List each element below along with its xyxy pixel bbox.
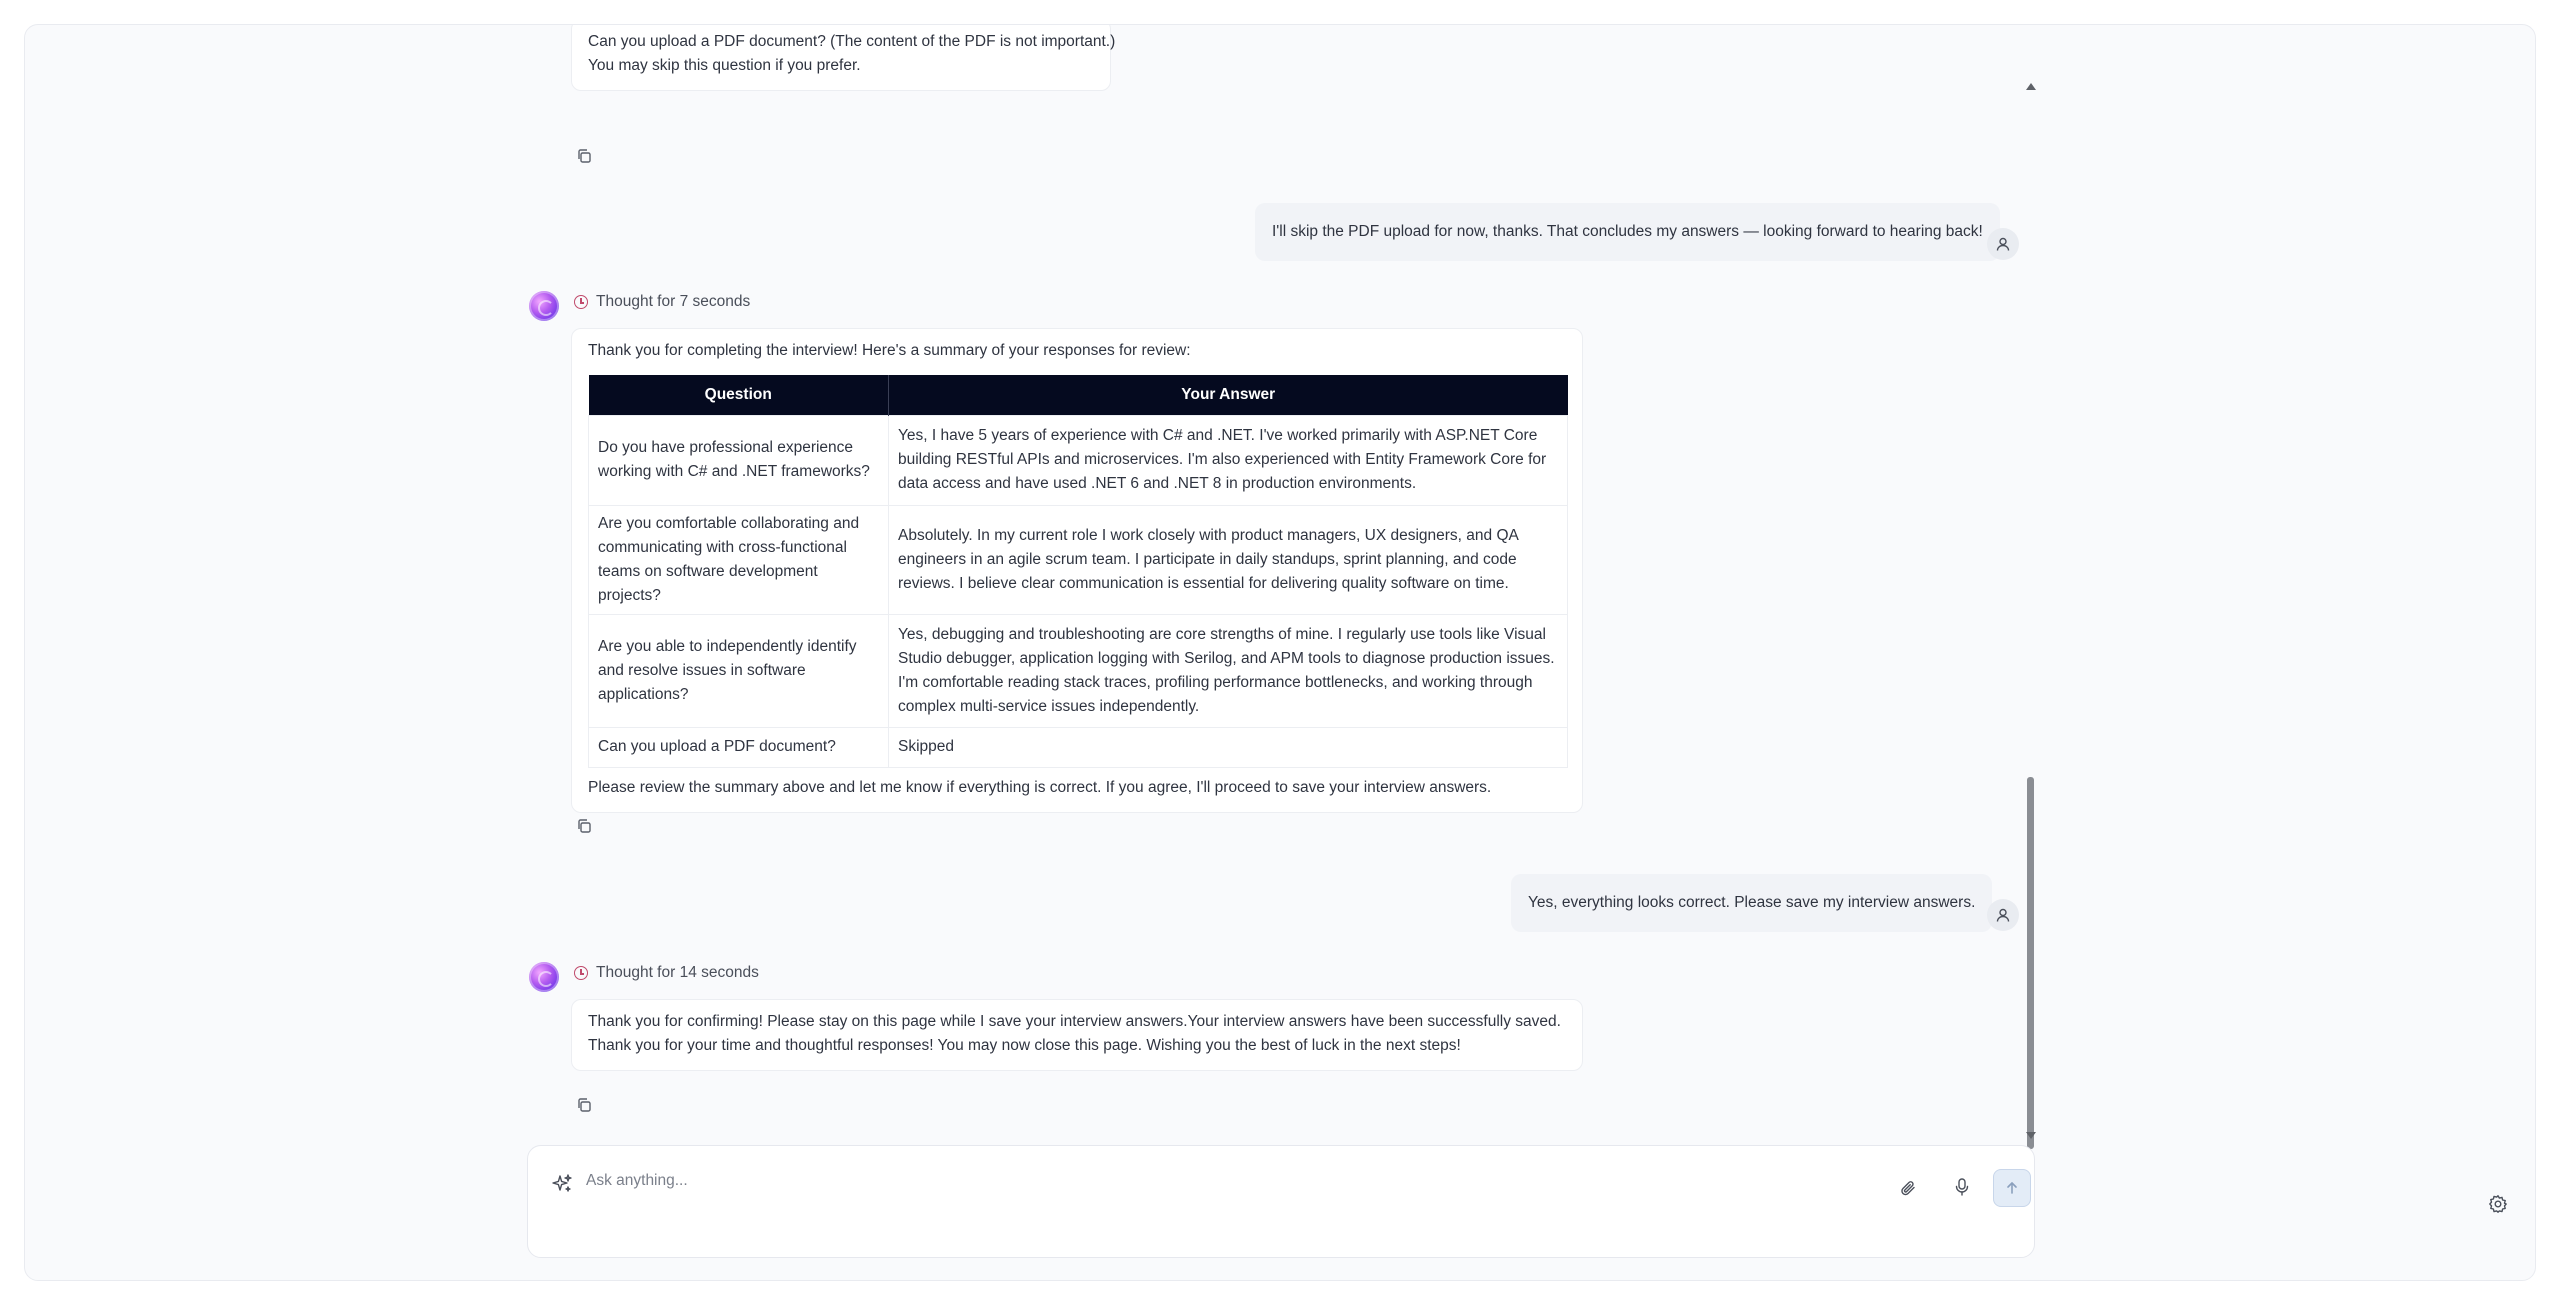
assistant-message-line: You may skip this question if you prefer. (588, 57, 861, 74)
sparkles-button[interactable] (550, 1172, 574, 1196)
table-row (589, 415, 1568, 505)
table-header-answer: Your Answer (889, 375, 1568, 415)
arrow-up-icon (2004, 1180, 2020, 1196)
question-cell: Can you upload a PDF document? (589, 727, 889, 767)
table-row (589, 614, 1568, 727)
assistant-message (571, 999, 1583, 1071)
user-message (1511, 874, 1992, 932)
question-cell: Are you comfortable collaborating and communicating with cross-functional teams on software development projects? (589, 505, 889, 614)
thought-duration: Thought for 7 seconds (596, 293, 751, 310)
clock-icon (574, 295, 588, 309)
user-message-text: Yes, everything looks correct. Please save my interview answers. (1528, 894, 1976, 911)
message-composer (527, 1145, 2035, 1258)
table-row (589, 727, 1568, 767)
app-frame (24, 24, 2536, 1281)
scroll-up-arrow[interactable] (2026, 83, 2036, 90)
sparkles-icon (551, 1173, 573, 1195)
summary-intro: Thank you for completing the interview! Here's a summary of your responses for review: (588, 342, 1191, 359)
assistant-avatar (529, 291, 559, 321)
clock-icon (574, 966, 588, 980)
settings-button[interactable] (2485, 1191, 2511, 1217)
chat-scroll-area[interactable] (25, 25, 2536, 1145)
question-cell: Are you able to independently identify and resolve issues in software applications? (589, 614, 889, 727)
assistant-message-line: Can you upload a PDF document? (The content of the PDF is not important.) (588, 33, 1116, 50)
attach-button[interactable] (1896, 1176, 1920, 1200)
summary-table (588, 375, 1568, 768)
scroll-down-arrow[interactable] (2026, 1132, 2036, 1139)
scrollbar-thumb[interactable] (2027, 777, 2034, 1149)
table-row (589, 505, 1568, 614)
send-button[interactable] (1993, 1169, 2031, 1207)
gear-icon (2488, 1194, 2508, 1214)
copy-icon (576, 818, 592, 834)
summary-outro: Please review the summary above and let me know if everything is correct. If you agree, I'll proceed to save your interview answers. (588, 778, 1492, 796)
user-icon (1995, 907, 2011, 923)
chat-input[interactable] (586, 1166, 1786, 1196)
user-avatar (1987, 899, 2019, 931)
user-message-text: I'll skip the PDF upload for now, thanks. That concludes my answers — looking forward to hearing back! (1272, 223, 1983, 240)
user-message (1255, 203, 2000, 261)
question-cell: Do you have professional experience working with C# and .NET frameworks? (589, 415, 889, 505)
copy-icon (576, 148, 592, 164)
user-icon (1995, 236, 2011, 252)
thought-indicator[interactable] (574, 964, 759, 982)
thought-duration: Thought for 14 seconds (596, 964, 759, 981)
copy-button[interactable] (574, 146, 594, 166)
assistant-message-line: Thank you for confirming! Please stay on this page while I save your interview answers.Your interview answers have been successfully saved. (588, 1013, 1561, 1030)
user-avatar (1987, 228, 2019, 260)
answer-cell: Absolutely. In my current role I work closely with product managers, UX designers, and QA engineers in an agile scrum team. I participate in daily standups, sprint planning, and code reviews. I believe clear communication is essential for delivering quality software on time. (889, 505, 1568, 614)
thought-indicator[interactable] (574, 293, 750, 311)
answer-cell: Yes, debugging and troubleshooting are core strengths of mine. I regularly use tools like Visual Studio debugger, application logging with Serilog, and APM tools to diagnose production issues. I'm comfortable reading stack traces, profiling performance bottlenecks, and working through complex multi-service issues independently. (889, 614, 1568, 727)
answer-cell: Skipped (889, 727, 1568, 767)
microphone-icon (1953, 1177, 1971, 1197)
assistant-message-line: Thank you for your time and thoughtful responses! You may now close this page. Wishing you the best of luck in the next steps! (588, 1037, 1461, 1054)
microphone-button[interactable] (1950, 1174, 1974, 1200)
assistant-message-previous (571, 24, 1116, 91)
copy-button[interactable] (574, 816, 594, 836)
table-header-question: Question (589, 375, 889, 415)
answer-cell: Yes, I have 5 years of experience with C# and .NET. I've worked primarily with ASP.NET Core building RESTful APIs and microservices. I'm also experienced with Entity Framework Core for data access and have used .NET 6 and .NET 8 in production environments. (889, 415, 1568, 505)
copy-icon (576, 1097, 592, 1113)
copy-button[interactable] (574, 1095, 594, 1115)
paperclip-icon (1899, 1179, 1917, 1197)
assistant-avatar (529, 962, 559, 992)
assistant-message (571, 328, 1583, 813)
